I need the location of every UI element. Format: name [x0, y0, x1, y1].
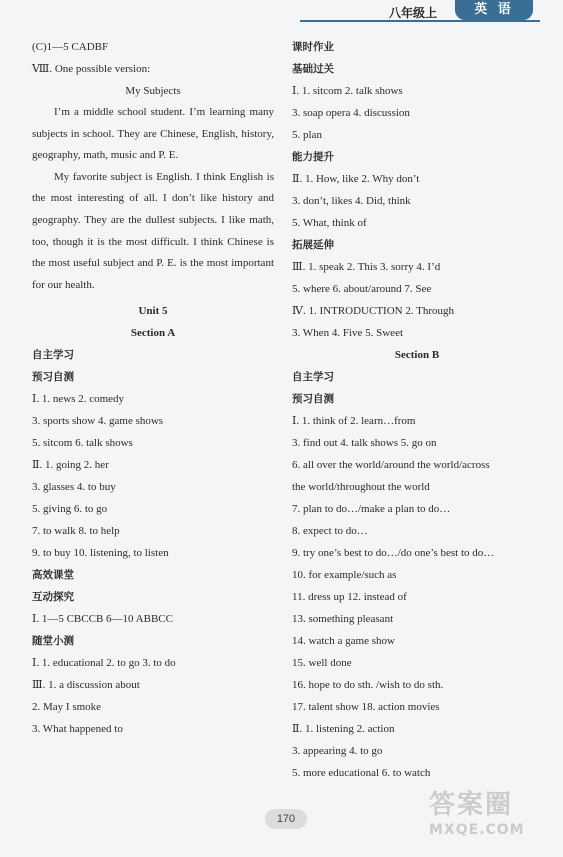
answer-line: Ⅰ. 1. think of 2. learn…from	[292, 415, 416, 427]
answer-line: 7. to walk 8. to help	[32, 525, 120, 538]
answer-line: 9. to buy 10. listening, to listen	[32, 547, 169, 560]
watermark-url: MXQE.COM	[429, 822, 525, 838]
answer-line: (C)1—5 CADBF	[32, 41, 109, 53]
essay-title: My Subjects	[125, 85, 181, 97]
answer-line: Ⅱ. 1. going 2. her	[32, 459, 109, 472]
answer-line: 8. expect to do…	[292, 525, 368, 537]
answer-line: 7. plan to do…/make a plan to do…	[292, 503, 451, 515]
section-heading: 自主学习	[32, 349, 74, 362]
answer-line: 15. well done	[292, 657, 352, 669]
answer-line: 13. something pleasant	[292, 613, 394, 625]
answer-line: 11. dress up 12. instead of	[292, 591, 407, 603]
page-number: 170	[265, 809, 307, 829]
essay-paragraph: My favorite subject is English. I think English is the most interesting of all. I don’t like history and geography. They are the dullest subjects. I like math, too, though it is the most difficult. I think Chinese is the most useful subject and P. E. is the most important for our health.	[32, 170, 274, 291]
answer-line: 3. When 4. Five 5. Sweet	[292, 327, 404, 339]
unit-title: Unit 5	[138, 305, 168, 318]
section-heading: 拓展延伸	[292, 239, 334, 251]
answer-line: Ⅳ. 1. INTRODUCTION 2. Through	[292, 305, 455, 317]
watermark-text: 答案圈	[429, 790, 514, 820]
answer-line: 14. watch a game show	[292, 635, 395, 647]
section-heading: 互动探究	[32, 591, 74, 604]
header-rule	[300, 20, 540, 22]
answer-line: 3. sports show 4. game shows	[32, 415, 164, 428]
answer-line: Ⅲ. 1. a discussion about	[32, 679, 140, 692]
essay-paragraph: I’m a middle school student. I’m learning many subjects in school. They are Chinese, English, history, geography, math, music and P. E.	[32, 106, 274, 162]
answer-line: 9. try one’s best to do…/do one’s best to do…	[292, 547, 495, 559]
section-heading: 课时作业	[292, 41, 334, 53]
answer-line: 2. May I smoke	[32, 701, 102, 714]
section-heading: 预习自测	[292, 393, 334, 405]
answer-line: 5. sitcom 6. talk shows	[32, 437, 133, 450]
section-heading: 能力提升	[292, 151, 334, 163]
watermark-logo	[429, 790, 549, 850]
answer-line: Ⅲ. 1. speak 2. This 3. sorry 4. I’d	[292, 261, 441, 273]
answer-line: 5. giving 6. to go	[32, 503, 108, 516]
answer-line: 3. glasses 4. to buy	[32, 481, 116, 494]
answer-line: 3. soap opera 4. discussion	[292, 107, 410, 119]
grade-label: 八年级上	[388, 6, 437, 20]
subject-tab: 英 语	[455, 0, 533, 20]
answer-line: Ⅰ. 1. sitcom 2. talk shows	[292, 85, 403, 97]
right-column	[292, 36, 542, 784]
section-heading: 随堂小测	[32, 635, 74, 648]
page-header	[0, 0, 563, 30]
answer-line: the world/throughout the world	[292, 481, 430, 493]
section-heading: 基础过关	[292, 63, 334, 75]
answer-line: 3. find out 4. talk shows 5. go on	[292, 437, 437, 449]
answer-line: 17. talent show 18. action movies	[292, 701, 440, 713]
answer-line: 5. plan	[292, 129, 322, 141]
section-heading: 预习自测	[32, 371, 74, 384]
answer-line: 3. don’t, likes 4. Did, think	[292, 195, 411, 207]
section-heading: 高效课堂	[32, 569, 74, 582]
answer-line: 5. more educational 6. to watch	[292, 767, 431, 779]
answer-line: Ⅰ. 1. news 2. comedy	[32, 393, 125, 406]
answer-line: Ⅰ. 1—5 CBCCB 6—10 ABBCC	[32, 613, 173, 626]
answer-line: Ⅱ. 1. How, like 2. Why don’t	[292, 173, 420, 185]
answer-line: Ⅰ. 1. educational 2. to go 3. to do	[32, 657, 176, 670]
answer-line: 16. hope to do sth. /wish to do sth.	[292, 679, 444, 691]
answer-line: 5. where 6. about/around 7. See	[292, 283, 432, 295]
answer-line: 3. What happened to	[32, 723, 123, 736]
section-title: Section B	[394, 349, 440, 361]
answer-line: Ⅷ. One possible version:	[32, 63, 151, 75]
answer-line: 5. What, think of	[292, 217, 367, 229]
section-heading: 自主学习	[292, 371, 334, 383]
answer-line: 10. for example/such as	[292, 569, 397, 581]
left-column	[32, 36, 274, 740]
answer-line: Ⅱ. 1. listening 2. action	[292, 723, 395, 735]
answer-line: 6. all over the world/around the world/across	[292, 459, 490, 471]
answer-line: 3. appearing 4. to go	[292, 745, 383, 757]
section-title: Section A	[130, 327, 176, 340]
